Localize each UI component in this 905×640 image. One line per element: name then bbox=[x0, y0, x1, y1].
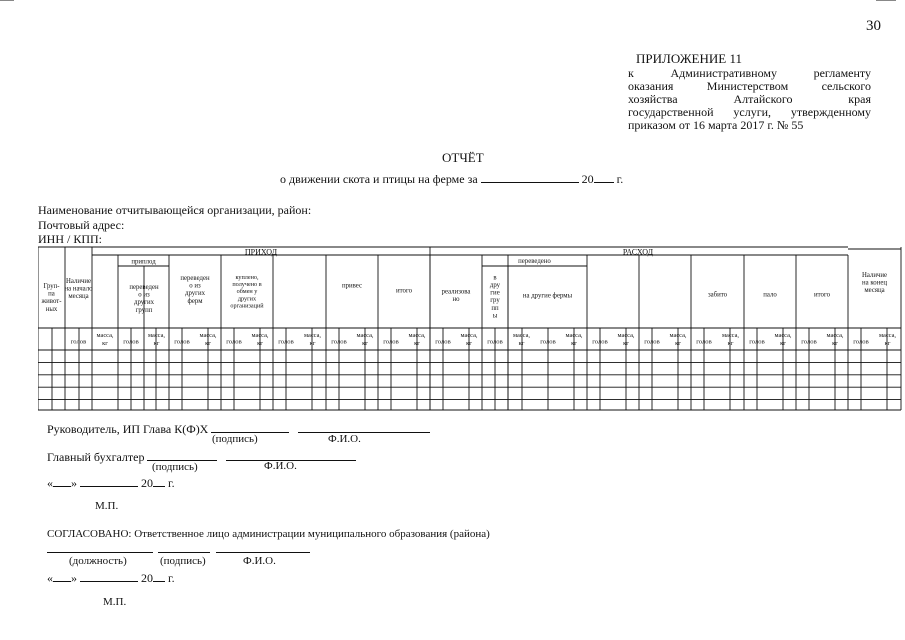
accountant-label: Главный бухгалтер bbox=[47, 450, 145, 464]
header-golov: голов bbox=[226, 338, 242, 346]
header-privesi: привес bbox=[341, 282, 363, 290]
accountant-fio: Ф.И.О. bbox=[264, 460, 297, 472]
day-blank bbox=[53, 474, 71, 487]
appendix-text bbox=[628, 67, 871, 132]
head-podpis: (подпись) bbox=[212, 433, 258, 445]
header-itogo-rashod: итого bbox=[814, 291, 830, 299]
appendix-title: ПРИЛОЖЕНИЕ 11 bbox=[636, 51, 742, 66]
header-golov: голов bbox=[487, 338, 503, 346]
header-golov: голов bbox=[592, 338, 608, 346]
header-massa: масса, кг bbox=[147, 332, 166, 348]
header-palo: пало bbox=[763, 291, 777, 299]
header-massa: масса, кг bbox=[460, 332, 478, 348]
appendix-line: хозяйства Алтайского края bbox=[628, 92, 871, 106]
appendix-line: приказом от 16 марта 2017 г. № 55 bbox=[628, 118, 804, 132]
header-massa: масса, кг bbox=[669, 332, 687, 348]
head-signature-blank bbox=[211, 420, 289, 433]
stamp-place-1: М.П. bbox=[95, 500, 119, 512]
report-table bbox=[38, 244, 902, 417]
header-massa: масса, кг bbox=[251, 332, 269, 348]
report-title: ОТЧЁТ bbox=[442, 150, 484, 165]
header-gruppa: Груп-па живот-ных bbox=[41, 282, 62, 313]
year-blank-2 bbox=[153, 569, 165, 582]
report-subtitle bbox=[280, 170, 623, 187]
header-priplod: приплод bbox=[131, 258, 156, 266]
date-g: г. bbox=[168, 476, 175, 490]
org-name-label: Наименование отчитывающейся организации, район: bbox=[38, 203, 312, 217]
header-golov: голов bbox=[70, 338, 87, 346]
date-year: 20 bbox=[141, 571, 153, 585]
header-golov: голов bbox=[278, 338, 294, 346]
org-inn-label: ИНН / КПП: bbox=[38, 232, 103, 246]
header-massa: масса, кг bbox=[303, 332, 322, 348]
header-nalichie-start: Наличие на начало месяца bbox=[64, 277, 93, 300]
header-golov: голов bbox=[540, 338, 556, 346]
header-itogo-prihod: итого bbox=[396, 287, 412, 295]
date-row-2 bbox=[47, 569, 175, 586]
header-nalichie-end: Наличие на конец месяца bbox=[861, 271, 888, 294]
stamp-place-2: М.П. bbox=[103, 596, 127, 608]
header-massa: масса, кг bbox=[826, 332, 844, 348]
header-massa: масса, кг bbox=[721, 332, 740, 348]
header-golov: голов bbox=[174, 338, 190, 346]
month-blank bbox=[80, 569, 138, 582]
scan-edge-left bbox=[0, 0, 14, 4]
header-golov: голов bbox=[801, 338, 817, 346]
accountant-podpis: (подпись) bbox=[152, 461, 198, 473]
date-open: « bbox=[47, 571, 53, 585]
scan-edge-right bbox=[876, 0, 896, 4]
header-v-drugie-gruppy: в дру гие гру пп ы bbox=[489, 274, 501, 320]
header-golov: голов bbox=[749, 338, 765, 346]
agreed-fio-blank bbox=[216, 552, 310, 553]
month-blank bbox=[80, 474, 138, 487]
date-close: » bbox=[71, 571, 77, 585]
header-golov: голов bbox=[853, 338, 869, 346]
header-golov: голов bbox=[331, 338, 347, 346]
position-blank bbox=[47, 552, 153, 553]
header-massa: масса, кг bbox=[408, 332, 426, 348]
year-prefix: 20 bbox=[581, 172, 594, 186]
header-massa: масса, кг bbox=[617, 332, 635, 348]
header-massa: масса, кг bbox=[774, 332, 792, 348]
day-blank bbox=[53, 569, 71, 582]
agreed-podpis: (подпись) bbox=[160, 555, 206, 567]
org-block bbox=[38, 203, 311, 247]
page-number: 30 bbox=[866, 18, 881, 34]
header-golov: голов bbox=[383, 338, 399, 346]
accountant-signature-blank bbox=[147, 448, 217, 461]
year-suffix: г. bbox=[616, 172, 624, 186]
report-table-grid bbox=[38, 244, 902, 412]
agreed-label: СОГЛАСОВАНО: Ответственное лицо администрации муниципального образования (района) bbox=[47, 528, 490, 540]
rashod-header: РАСХОД bbox=[622, 247, 654, 257]
year-blank-1 bbox=[153, 474, 165, 487]
header-massa: масса, кг bbox=[565, 332, 583, 348]
appendix-line: государственной услуги, утвержденному bbox=[628, 105, 871, 119]
year-blank bbox=[594, 170, 614, 183]
header-perevedeno-grupp: переведен о из других групп bbox=[129, 283, 159, 314]
date-row-1 bbox=[47, 474, 175, 491]
header-golov: голов bbox=[696, 338, 712, 346]
agreed-signature-blank bbox=[158, 552, 210, 553]
header-na-drugie-fermy: на другие фермы bbox=[522, 292, 573, 300]
header-kupleno: куплено, получено в обмен у других организаций bbox=[230, 273, 264, 310]
header-massa: масса, кг bbox=[878, 332, 897, 348]
head-label: Руководитель, ИП Глава К(Ф)Х bbox=[47, 422, 209, 436]
dolzhnost: (должность) bbox=[69, 555, 127, 567]
accountant-signature-row bbox=[47, 448, 356, 465]
header-perevedeno: переведено bbox=[518, 257, 551, 265]
date-close: » bbox=[71, 476, 77, 490]
header-golov: голов bbox=[435, 338, 451, 346]
header-golov: голов bbox=[644, 338, 660, 346]
header-massa: масса, кг bbox=[199, 332, 217, 348]
header-massa: масса, кг bbox=[96, 332, 114, 348]
header-golov: голов bbox=[123, 338, 139, 346]
head-fio: Ф.И.О. bbox=[328, 433, 361, 445]
date-year: 20 bbox=[141, 476, 153, 490]
report-subtitle-text: о движении скота и птицы на ферме за bbox=[280, 172, 478, 186]
head-fio-blank bbox=[298, 420, 430, 433]
header-perevedeno-ferm: переведен о из других ферм bbox=[180, 274, 210, 305]
date-open: « bbox=[47, 476, 53, 490]
agreed-fio: Ф.И.О. bbox=[243, 555, 276, 567]
appendix-line: к Административному регламенту bbox=[628, 66, 871, 80]
header-massa: масса, кг bbox=[356, 332, 374, 348]
prihod-header: ПРИХОД bbox=[244, 247, 278, 257]
header-massa: масса, кг bbox=[512, 332, 531, 348]
period-blank bbox=[481, 170, 579, 183]
org-address-label: Почтовый адрес: bbox=[38, 217, 125, 232]
header-zabito: забито bbox=[707, 291, 728, 299]
appendix-line: оказания Министерством сельского bbox=[628, 79, 871, 93]
header-realizovano: реализова но bbox=[441, 288, 471, 304]
date-g: г. bbox=[168, 571, 175, 585]
